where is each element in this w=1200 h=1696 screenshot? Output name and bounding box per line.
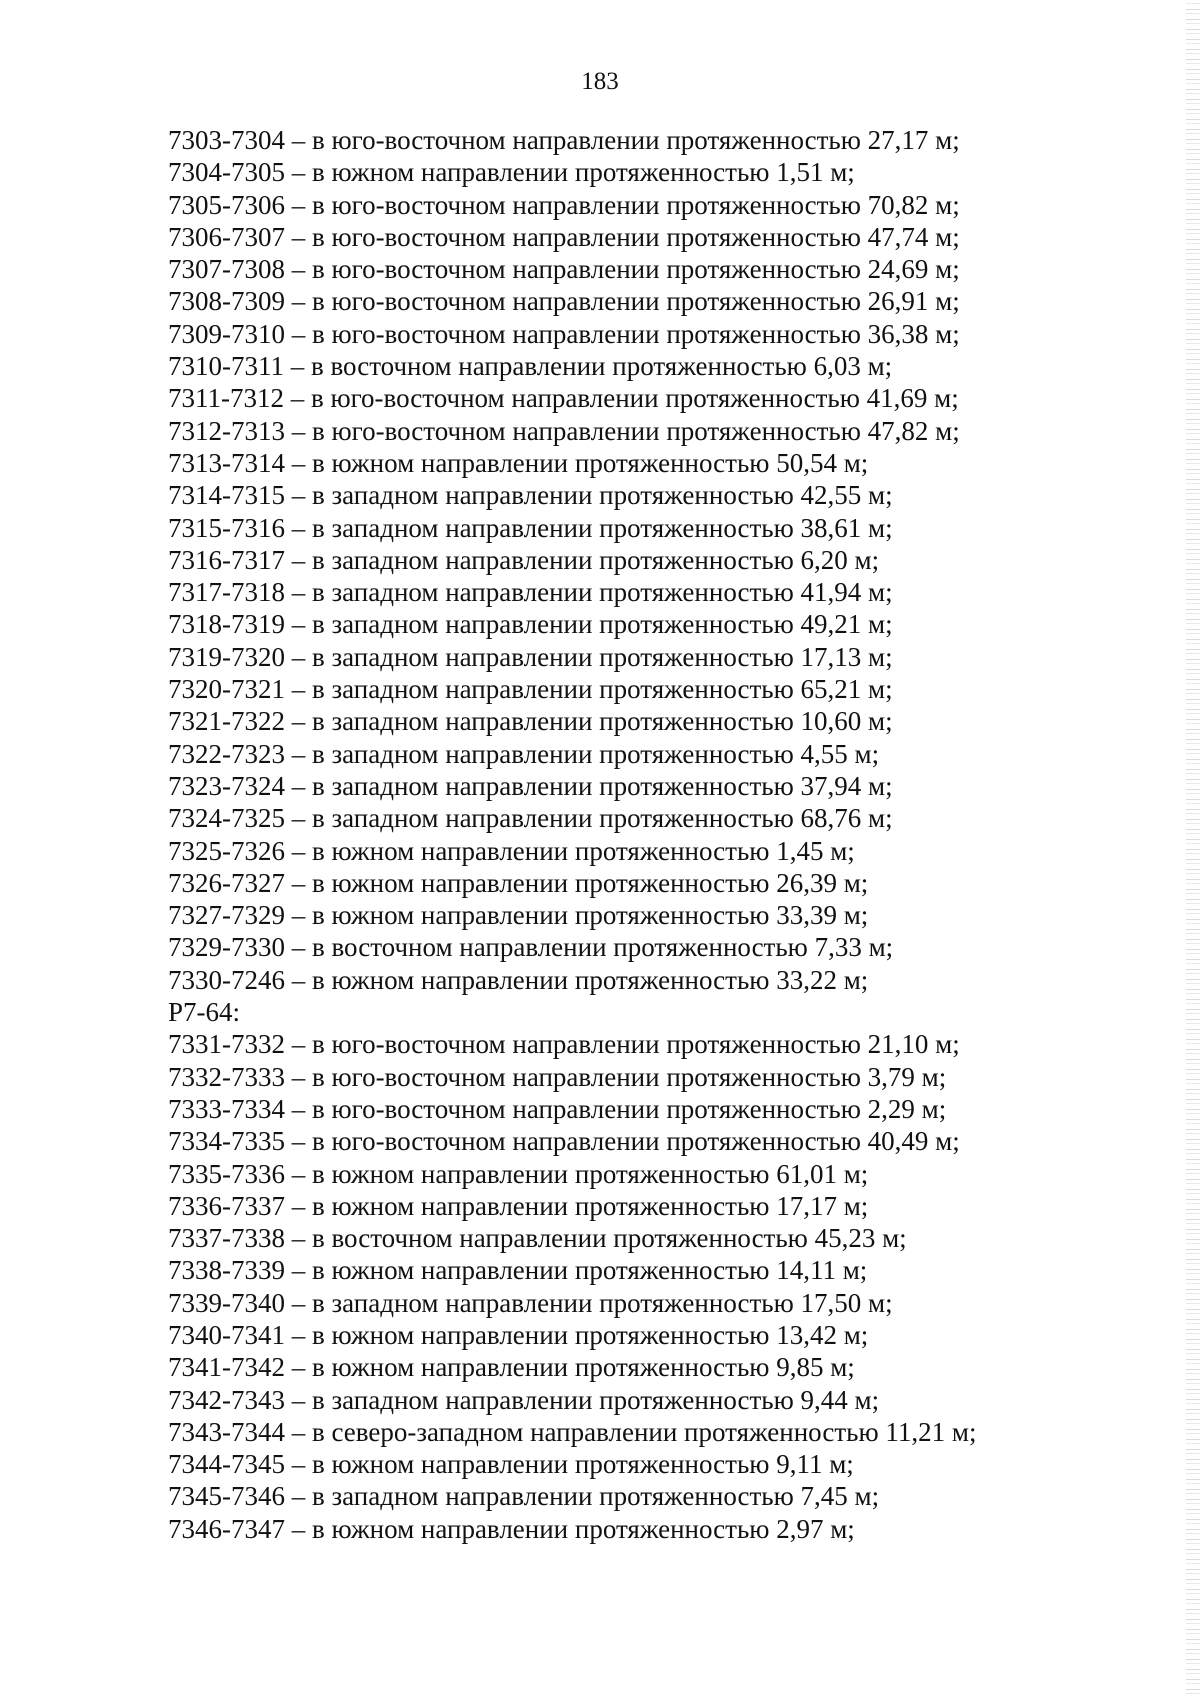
boundary-line: 7312-7313 – в юго-восточном направлении протяженностью 47,82 м; bbox=[168, 415, 960, 446]
boundary-line: 7340-7341 – в южном направлении протяженностью 13,42 м; bbox=[168, 1319, 869, 1350]
boundary-line: 7318-7319 – в западном направлении протяженностью 49,21 м; bbox=[168, 609, 893, 640]
boundary-line: 7346-7347 – в южном направлении протяженностью 2,97 м; bbox=[168, 1513, 855, 1544]
boundary-line: 7326-7327 – в южном направлении протяженностью 26,39 м; bbox=[168, 867, 869, 898]
document-body bbox=[168, 124, 1048, 1545]
boundary-line: 7317-7318 – в западном направлении протяженностью 41,94 м; bbox=[168, 577, 893, 608]
boundary-line: 7311-7312 – в юго-восточном направлении протяженностью 41,69 м; bbox=[168, 383, 959, 414]
section-heading: Р7-64: bbox=[168, 997, 241, 1028]
boundary-line: 7306-7307 – в юго-восточном направлении протяженностью 47,74 м; bbox=[168, 221, 960, 252]
boundary-line: 7331-7332 – в юго-восточном направлении протяженностью 21,10 м; bbox=[168, 1029, 960, 1060]
boundary-line: 7323-7324 – в западном направлении протяженностью 37,94 м; bbox=[168, 770, 893, 801]
boundary-line: 7314-7315 – в западном направлении протяженностью 42,55 м; bbox=[168, 480, 893, 511]
boundary-line: 7341-7342 – в южном направлении протяженностью 9,85 м; bbox=[168, 1352, 855, 1383]
boundary-line: 7329-7330 – в восточном направлении протяженностью 7,33 м; bbox=[168, 932, 894, 963]
boundary-line: 7337-7338 – в восточном направлении протяженностью 45,23 м; bbox=[168, 1223, 907, 1254]
boundary-line: 7322-7323 – в западном направлении протяженностью 4,55 м; bbox=[168, 738, 880, 769]
boundary-line: 7339-7340 – в западном направлении протяженностью 17,50 м; bbox=[168, 1287, 893, 1318]
boundary-line: 7324-7325 – в западном направлении протяженностью 68,76 м; bbox=[168, 803, 893, 834]
boundary-line: 7335-7336 – в южном направлении протяженностью 61,01 м; bbox=[168, 1158, 869, 1189]
boundary-line: 7303-7304 – в юго-восточном направлении протяженностью 27,17 м; bbox=[168, 125, 960, 155]
boundary-line: 7332-7333 – в юго-восточном направлении протяженностью 3,79 м; bbox=[168, 1061, 947, 1092]
boundary-line: 7333-7334 – в юго-восточном направлении протяженностью 2,29 м; bbox=[168, 1093, 947, 1124]
boundary-line: 7343-7344 – в северо-западном направлении протяженностью 11,21 м; bbox=[168, 1416, 977, 1447]
boundary-line: 7310-7311 – в восточном направлении протяженностью 6,03 м; bbox=[168, 351, 893, 382]
boundary-line: 7307-7308 – в юго-восточном направлении протяженностью 24,69 м; bbox=[168, 254, 960, 285]
boundary-line: 7319-7320 – в западном направлении протяженностью 17,13 м; bbox=[168, 641, 893, 672]
boundary-line: 7316-7317 – в западном направлении протяженностью 6,20 м; bbox=[168, 544, 880, 575]
boundary-line: 7321-7322 – в западном направлении протяженностью 10,60 м; bbox=[168, 706, 893, 737]
boundary-line: 7345-7346 – в западном направлении протяженностью 7,45 м; bbox=[168, 1481, 880, 1512]
boundary-line: 7342-7343 – в западном направлении протяженностью 9,44 м; bbox=[168, 1384, 880, 1415]
boundary-line: 7336-7337 – в южном направлении протяженностью 17,17 м; bbox=[168, 1190, 869, 1221]
boundary-line: 7315-7316 – в западном направлении протяженностью 38,61 м; bbox=[168, 512, 893, 543]
boundary-line: 7334-7335 – в юго-восточном направлении протяженностью 40,49 м; bbox=[168, 1126, 960, 1157]
boundary-line: 7309-7310 – в юго-восточном направлении протяженностью 36,38 м; bbox=[168, 318, 960, 349]
boundary-line: 7320-7321 – в западном направлении протяженностью 65,21 м; bbox=[168, 674, 893, 705]
scan-edge-artifact bbox=[1186, 0, 1200, 1696]
boundary-line: 7344-7345 – в южном направлении протяженностью 9,11 м; bbox=[168, 1449, 854, 1480]
boundary-line: 7325-7326 – в южном направлении протяженностью 1,45 м; bbox=[168, 835, 855, 866]
page-number: 183 bbox=[581, 68, 619, 95]
boundary-line: 7304-7305 – в южном направлении протяженностью 1,51 м; bbox=[168, 157, 855, 188]
boundary-line: 7305-7306 – в юго-восточном направлении протяженностью 70,82 м; bbox=[168, 189, 960, 220]
boundary-line: 7308-7309 – в юго-восточном направлении протяженностью 26,91 м; bbox=[168, 286, 960, 317]
boundary-line: 7313-7314 – в южном направлении протяженностью 50,54 м; bbox=[168, 447, 869, 478]
boundary-line: 7330-7246 – в южном направлении протяженностью 33,22 м; bbox=[168, 964, 869, 995]
boundary-line: 7327-7329 – в южном направлении протяженностью 33,39 м; bbox=[168, 900, 869, 931]
boundary-line: 7338-7339 – в южном направлении протяженностью 14,11 м; bbox=[168, 1255, 868, 1286]
